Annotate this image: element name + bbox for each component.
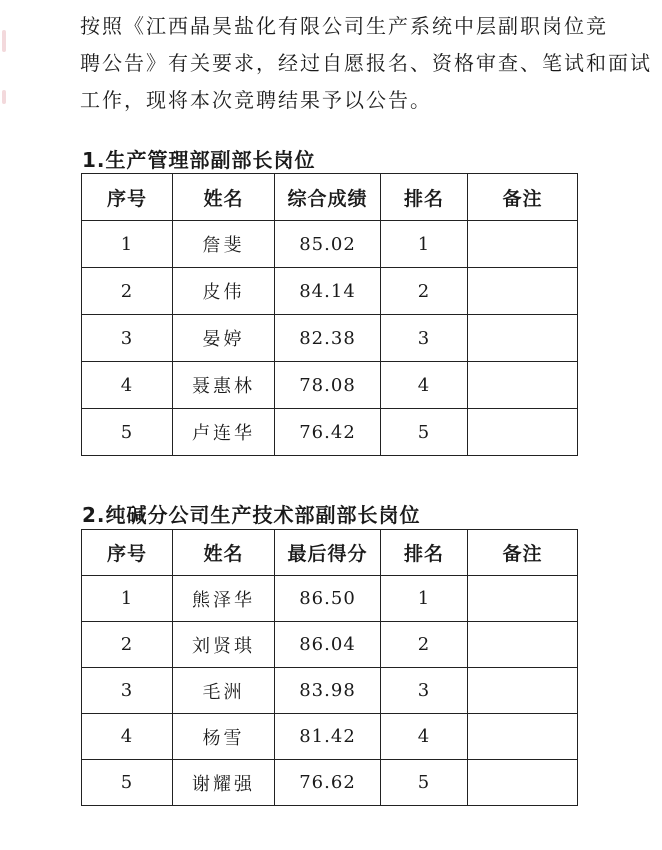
cell-remarks: [468, 622, 578, 668]
table-row: [82, 362, 578, 409]
table-row: [82, 714, 578, 760]
cell-name: 毛洲: [173, 668, 275, 714]
cell-rank: 3: [381, 668, 468, 714]
table-row: [82, 668, 578, 714]
cell-score: 76.42: [275, 409, 381, 456]
scan-edge-mark: [2, 30, 6, 52]
cell-remarks: [468, 409, 578, 456]
cell-remarks: [468, 221, 578, 268]
cell-remarks: [468, 714, 578, 760]
cell-index: 5: [82, 409, 173, 456]
table-row: [82, 221, 578, 268]
cell-remarks: [468, 268, 578, 315]
intro-line: 工作，现将本次竞聘结果予以公告。: [80, 88, 432, 112]
section-heading: 1.生产管理部副部长岗位: [82, 148, 316, 172]
cell-name: 聂惠林: [173, 362, 275, 409]
cell-score: 78.08: [275, 362, 381, 409]
cell-index: 2: [82, 622, 173, 668]
cell-remarks: [468, 576, 578, 622]
cell-rank: 5: [381, 760, 468, 806]
table-row: [82, 576, 578, 622]
cell-score: 86.50: [275, 576, 381, 622]
intro-line: 聘公告》有关要求，经过自愿报名、资格审查、笔试和面试: [80, 51, 652, 75]
results-table-1: [81, 173, 578, 456]
col-header-rank: 排名: [381, 174, 468, 221]
cell-score: 86.04: [275, 622, 381, 668]
cell-name: 杨雪: [173, 714, 275, 760]
section-heading: 2.纯碱分公司生产技术部副部长岗位: [82, 503, 421, 527]
results-table-2: [81, 529, 578, 806]
table-header-row: [82, 174, 578, 221]
col-header-remarks: 备注: [468, 530, 578, 576]
col-header-remarks: 备注: [468, 174, 578, 221]
cell-rank: 1: [381, 576, 468, 622]
col-header-rank: 排名: [381, 530, 468, 576]
cell-rank: 4: [381, 714, 468, 760]
table-row: [82, 760, 578, 806]
cell-name: 熊泽华: [173, 576, 275, 622]
intro-line: 按照《江西晶昊盐化有限公司生产系统中层副职岗位竞: [80, 14, 608, 38]
cell-score: 82.38: [275, 315, 381, 362]
col-header-name: 姓名: [173, 530, 275, 576]
cell-index: 1: [82, 576, 173, 622]
cell-name: 皮伟: [173, 268, 275, 315]
table-header-row: [82, 530, 578, 576]
cell-index: 1: [82, 221, 173, 268]
col-header-name: 姓名: [173, 174, 275, 221]
cell-remarks: [468, 362, 578, 409]
cell-score: 85.02: [275, 221, 381, 268]
cell-name: 刘贤琪: [173, 622, 275, 668]
table-row: [82, 315, 578, 362]
scan-edge-mark: [2, 90, 6, 104]
cell-index: 4: [82, 714, 173, 760]
intro-paragraph: [80, 8, 652, 119]
col-header-score: 最后得分: [275, 530, 381, 576]
cell-score: 84.14: [275, 268, 381, 315]
cell-rank: 1: [381, 221, 468, 268]
cell-index: 3: [82, 315, 173, 362]
cell-remarks: [468, 760, 578, 806]
cell-name: 晏婷: [173, 315, 275, 362]
cell-index: 5: [82, 760, 173, 806]
cell-remarks: [468, 668, 578, 714]
table-row: [82, 268, 578, 315]
cell-name: 詹斐: [173, 221, 275, 268]
cell-remarks: [468, 315, 578, 362]
cell-score: 83.98: [275, 668, 381, 714]
table-row: [82, 409, 578, 456]
cell-rank: 2: [381, 268, 468, 315]
col-header-score: 综合成绩: [275, 174, 381, 221]
col-header-index: 序号: [82, 174, 173, 221]
cell-rank: 3: [381, 315, 468, 362]
cell-index: 2: [82, 268, 173, 315]
cell-score: 76.62: [275, 760, 381, 806]
col-header-index: 序号: [82, 530, 173, 576]
cell-score: 81.42: [275, 714, 381, 760]
cell-name: 卢连华: [173, 409, 275, 456]
cell-name: 谢耀强: [173, 760, 275, 806]
cell-rank: 5: [381, 409, 468, 456]
cell-rank: 4: [381, 362, 468, 409]
cell-index: 3: [82, 668, 173, 714]
cell-rank: 2: [381, 622, 468, 668]
table-row: [82, 622, 578, 668]
cell-index: 4: [82, 362, 173, 409]
